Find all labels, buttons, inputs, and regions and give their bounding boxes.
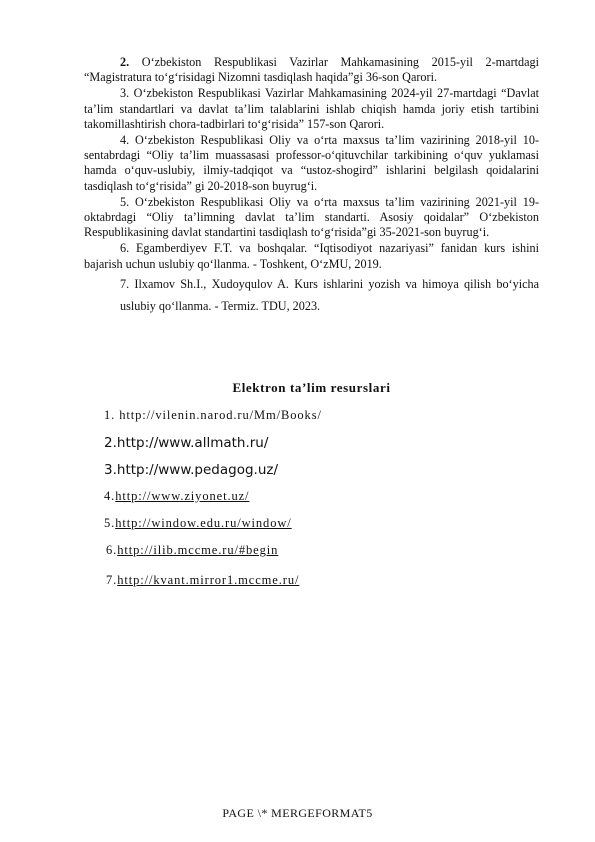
reference-item — [84, 86, 539, 132]
resource-item — [104, 516, 322, 543]
resource-link[interactable]: http://window.edu.ru/window/ — [115, 516, 292, 530]
reference-item — [84, 273, 539, 317]
reference-text: O‘zbekiston Respublikasi Oliy va o‘rta maxsus ta’lim vazirining 2018-yil 10-sentabrdagi “Oliy ta’lim muassasasi professor-o‘qituvchilar tarkibining o‘quv yuklamasi hamda o‘quv-uslubiy, ilmiy-tadqiqot va “ustoz-shogird” ishlarini belgilash qoidalarini tasdiqlash to‘g‘risida” gi 20-2018-son buyrug‘i. — [84, 133, 540, 193]
resource-link[interactable]: http://www.allmath.ru/ — [116, 435, 269, 451]
reference-text: O‘zbekiston Respublikasi Vazirlar Mahkamasining 2015-yil 2-martdagi “Magistratura to‘g‘risidagi Nizomni tasdiqlash haqida”gi 36-son Qarori. — [84, 55, 540, 85]
section-title: Elektron ta’lim resurslari — [232, 380, 391, 395]
resource-item — [104, 573, 322, 600]
resource-item — [104, 543, 322, 570]
electronic-resources-list — [104, 408, 322, 600]
resource-item — [104, 489, 322, 516]
reference-number: 2. — [120, 55, 130, 69]
reference-text: O‘zbekiston Respublikasi Vazirlar Mahkamasining 2024-yil 27-martdagi “Davlat ta’lim standartlari va davlat ta’lim talablarini ishlab chiqish hamda joriy etish tartibini takomillashtirish chora-tadbirlari to‘g‘risida” 157-son Qarori. — [84, 86, 540, 131]
resource-number: 4. — [104, 489, 116, 503]
resource-number: 6. — [106, 543, 118, 557]
reference-number: 6. — [120, 241, 130, 256]
resource-item — [104, 408, 322, 435]
resource-link[interactable]: http://kvant.mirror1.mccme.ru/ — [117, 573, 300, 587]
resource-number: 3. — [104, 462, 117, 478]
resource-number: 2. — [104, 435, 117, 451]
resource-item — [104, 462, 322, 489]
reference-number: 7. — [120, 276, 130, 291]
resource-link[interactable]: http://www.pedagog.uz/ — [116, 462, 279, 478]
resource-number: 1. — [104, 408, 116, 422]
resource-link[interactable]: http://www.ziyonet.uz/ — [115, 489, 250, 503]
reference-list — [84, 55, 539, 318]
resource-link[interactable]: http://ilib.mccme.ru/#begin — [117, 543, 279, 557]
reference-item — [84, 133, 539, 194]
reference-text: O‘zbekiston Respublikasi Oliy va o‘rta maxsus ta’lim vazirining 2021-yil 19-oktabrdagi “Oliy ta’limning davlat ta’lim standarti. Asosiy qoidalar” O‘zbekiston Respublikasining davlat standartini tasdiqlash to‘g‘risida”gi 35-2021-son buyrug‘i. — [84, 194, 540, 240]
resource-link[interactable]: http://vilenin.narod.ru/Mm/Books/ — [119, 408, 322, 422]
reference-item — [84, 55, 539, 85]
reference-text: Ilxamov Sh.I., Xudoyqulov A. Kurs ishlarini yozish va himoya qilish bo‘yicha uslubiy qo‘llanma. - Termiz. TDU, 2023. — [120, 276, 540, 313]
resource-number: 5. — [104, 516, 116, 530]
reference-text: Egamberdiyev F.T. va boshqalar. “Iqtisodiyot nazariyasi” fanidan kurs ishini bajarish uchun uslubiy qo‘llanma. - Toshkent, O‘zMU, 2019. — [84, 241, 539, 271]
reference-number: 3. — [120, 86, 130, 101]
resource-item — [104, 435, 322, 462]
resource-number: 7. — [106, 573, 118, 587]
reference-item — [84, 195, 539, 241]
reference-number: 5. — [120, 194, 130, 209]
page-number-field: PAGE \* MERGEFORMAT5 — [222, 806, 373, 820]
reference-number: 4. — [120, 133, 130, 148]
reference-item — [84, 241, 539, 271]
